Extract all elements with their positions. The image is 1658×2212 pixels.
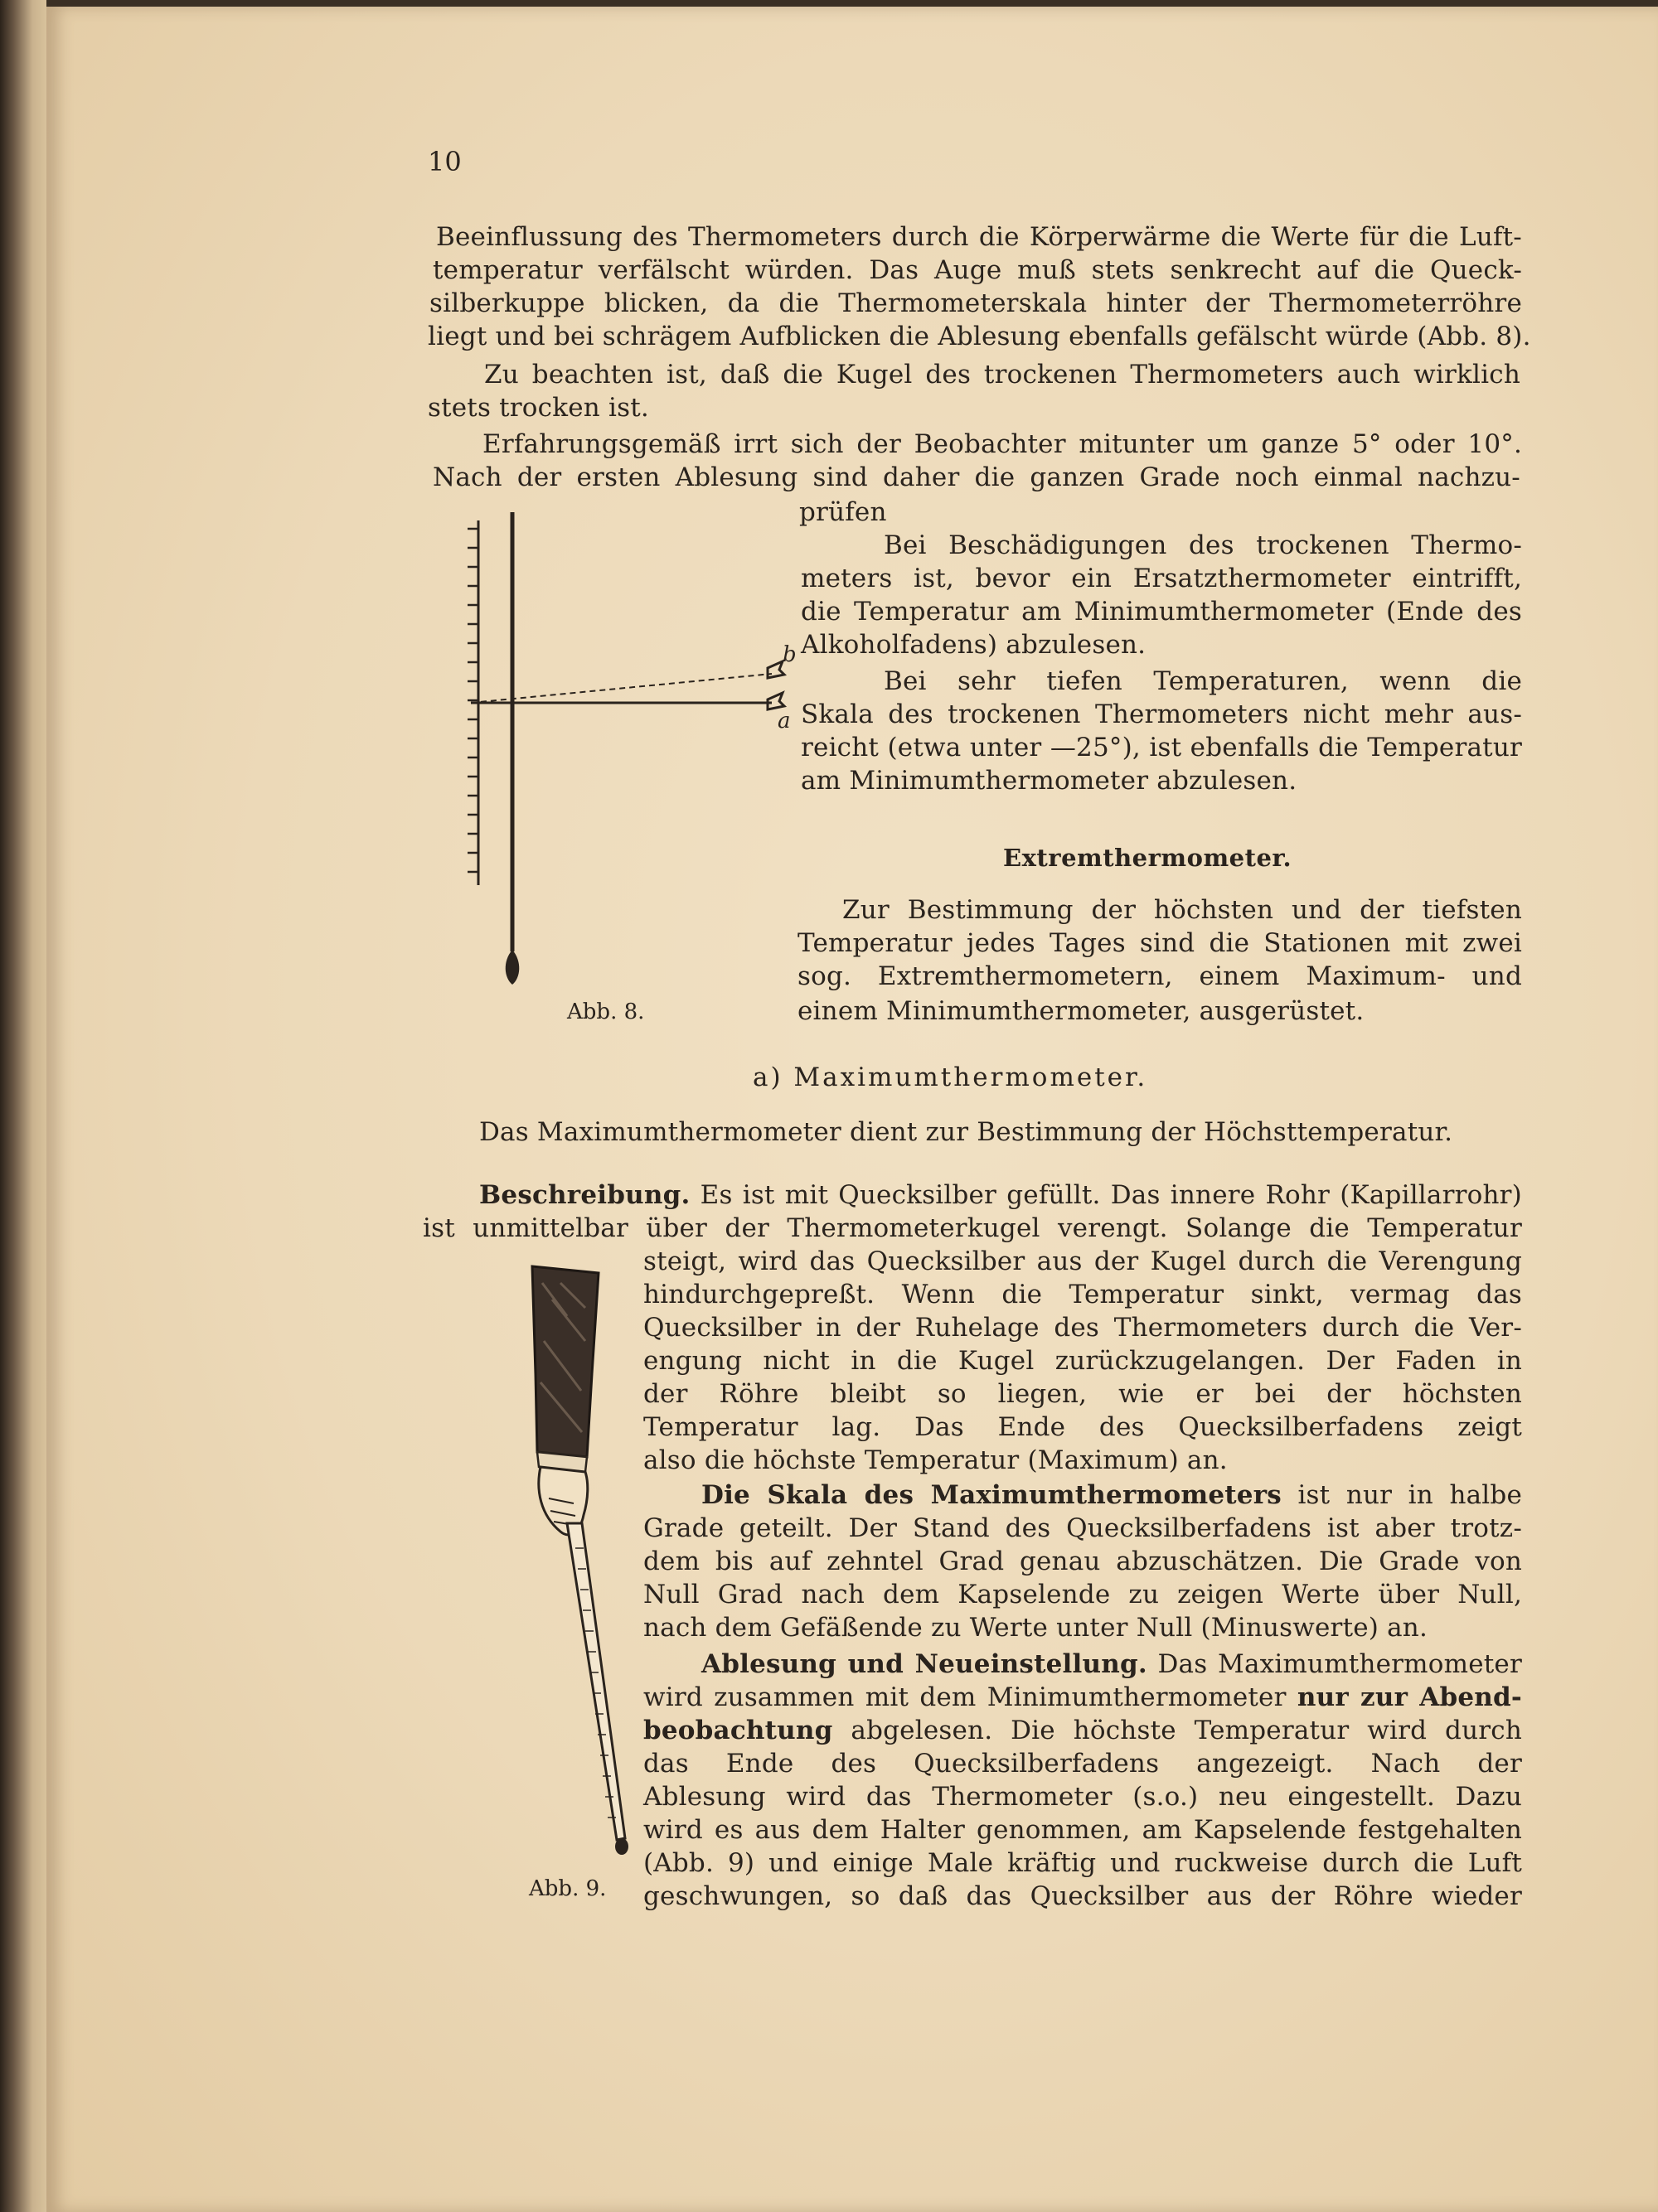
text-line: ist unmittelbar über der Thermometerkugel verengt. Solange die Temperatur [423, 1213, 1522, 1243]
text-line: Ablesung wird das Thermometer (s.o.) neu eingestellt. Dazu [643, 1782, 1522, 1812]
text-span: ist nur in halbe [1297, 1480, 1523, 1510]
text-line: nach dem Gefäßende zu Werte unter Null (Minuswerte) an. [643, 1613, 1428, 1643]
text-line: Null Grad nach dem Kapselende zu zeigen Werte über Null, [643, 1580, 1522, 1609]
text-line: also die höchste Temperatur (Maximum) an. [643, 1445, 1228, 1475]
subheading-maximumthermometer: a) Maximumthermometer. [753, 1062, 1148, 1092]
text-span: Es ist mit Quecksilber gefüllt. Das innere Rohr (Kapillarrohr) [700, 1180, 1522, 1210]
paragraph-maximum-purpose: Das Maximumthermometer dient zur Bestimmung der Höchsttemperatur. [479, 1117, 1453, 1147]
text-line: steigt, wird das Quecksilber aus der Kugel durch die Verengung [643, 1246, 1522, 1276]
text-line [643, 1714, 1522, 1747]
figure-9-caption: Abb. 9. [529, 1876, 607, 1901]
text-line: Zu beachten ist, daß die Kugel des trockenen Thermometers auch wirklich [484, 360, 1520, 390]
text-line [701, 1648, 1522, 1681]
text-span: wird zusammen mit dem Minimumthermometer [643, 1682, 1287, 1712]
bold-span: nur zur Abend- [1297, 1682, 1522, 1712]
section-heading-extremthermometer: Extremthermometer. [1003, 844, 1292, 872]
text-line: geschwungen, so daß das Quecksilber aus der Röhre wieder [643, 1881, 1522, 1911]
text-span: abgelesen. Die höchste Temperatur wird durch [851, 1716, 1522, 1745]
text-line: Alkoholfadens) abzulesen. [801, 630, 1147, 660]
text-line: silberkuppe blicken, da die Thermometerskala hinter der Thermometerröhre [429, 288, 1522, 318]
text-line: reicht (etwa unter —25°), ist ebenfalls die Temperatur [801, 733, 1522, 762]
text-line: Temperatur lag. Das Ende des Quecksilberfadens zeigt [643, 1412, 1522, 1442]
text-line: Bei sehr tiefen Temperaturen, wenn die [884, 666, 1522, 696]
text-span: Das Maximumthermometer [1157, 1649, 1522, 1679]
text-line: Zur Bestimmung der höchsten und der tiefsten [842, 895, 1522, 925]
text-line: temperatur verfälscht würden. Das Auge muß stets senkrecht auf die Queck- [433, 255, 1522, 285]
figure-8-label-a: a [778, 709, 791, 733]
text-line: (Abb. 9) und einige Male kräftig und ruckweise durch die Luft [643, 1848, 1522, 1878]
text-line: dem bis auf zehntel Grad genau abzuschätzen. Die Grade von [643, 1546, 1522, 1576]
text-line: einem Minimumthermometer, ausgerüstet. [797, 996, 1365, 1026]
lead-beschreibung: Beschreibung. [479, 1180, 691, 1210]
text-line: wird es aus dem Halter genommen, am Kapselende festgehalten [643, 1815, 1522, 1845]
text-line: Bei Beschädigungen des trockenen Thermo- [884, 530, 1522, 560]
text-line: sog. Extremthermometern, einem Maximum- und [797, 961, 1522, 991]
text-line: Nach der ersten Ablesung sind daher die ganzen Grade noch einmal nachzu- [433, 462, 1520, 492]
text-line: liegt und bei schrägem Aufblicken die Ablesung ebenfalls gefälscht würde (Abb. 8). [428, 322, 1531, 351]
page-number: 10 [428, 146, 462, 177]
book-spine [0, 0, 46, 2212]
text-line [643, 1681, 1522, 1714]
text-line [701, 1479, 1522, 1512]
text-line: Skala des trockenen Thermometers nicht mehr aus- [801, 699, 1522, 729]
text-line: das Ende des Quecksilberfadens angezeigt. Nach der [643, 1749, 1522, 1779]
bold-span: beobachtung [643, 1716, 833, 1745]
lead-ablesung: Ablesung und Neueinstellung. [701, 1649, 1147, 1679]
lead-skala: Die Skala des Maximumthermometers [701, 1480, 1282, 1510]
text-line: prüfen [799, 497, 887, 527]
text-line: am Minimumthermometer abzulesen. [801, 766, 1297, 796]
text-line: stets trocken ist. [428, 393, 649, 423]
figure-8-thermometer-diagram [419, 504, 809, 1018]
figure-8-caption: Abb. 8. [567, 1000, 645, 1024]
text-line: der Röhre bleibt so liegen, wie er bei der höchsten [643, 1379, 1522, 1409]
text-line: Quecksilber in der Ruhelage des Thermometers durch die Ver- [643, 1313, 1522, 1343]
document-page [46, 7, 1658, 2212]
text-line: hindurchgepreßt. Wenn die Temperatur sinkt, vermag das [643, 1280, 1522, 1309]
figure-9-hand-holding-thermometer [478, 1250, 643, 1863]
text-line: die Temperatur am Minimumthermometer (Ende des [801, 597, 1522, 627]
text-line: meters ist, bevor ein Ersatzthermometer eintrifft, [801, 564, 1522, 593]
text-line: engung nicht in die Kugel zurückzugelangen. Der Faden in [643, 1346, 1522, 1376]
text-line: Beeinflussung des Thermometers durch die Körperwärme die Werte für die Luft- [436, 222, 1522, 252]
text-line: Grade geteilt. Der Stand des Quecksilberfadens ist aber trotz- [643, 1513, 1522, 1543]
figure-8-label-b: b [783, 642, 797, 667]
text-line: Temperatur jedes Tages sind die Stationen mit zwei [797, 928, 1522, 958]
text-line [479, 1179, 1522, 1212]
text-line: Erfahrungsgemäß irrt sich der Beobachter mitunter um ganze 5° oder 10°. [482, 429, 1522, 459]
